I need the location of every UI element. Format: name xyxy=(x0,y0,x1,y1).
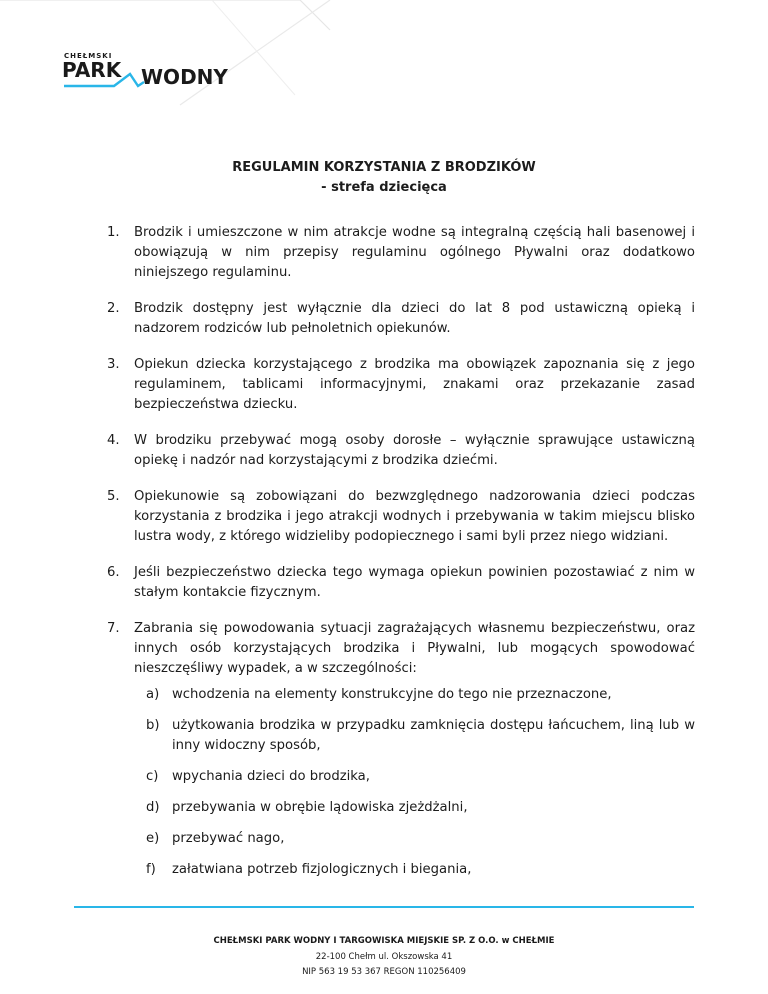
logo xyxy=(62,52,242,92)
logo-small-text: CHEŁMSKI xyxy=(64,52,113,60)
list-item: 6. Jeśli bezpieczeństwo dziecka tego wymaga opiekun powinien pozostawiać z nim w stałym kontakcie fizycznym. xyxy=(107,565,695,600)
sub-list-item: b) użytkowania brodzika w przypadku zamknięcia dostępu łańcuchem, liną lub w inny widoczny sposób, xyxy=(146,718,695,753)
list-item: 3. Opiekun dziecka korzystającego z brodzika ma obowiązek zapoznania się z jego regulaminem, tablicami informacyjnymi, znakami oraz przekazanie zasad bezpieczeństwa dziecku. xyxy=(107,357,695,412)
sub-list-item: a) wchodzenia na elementy konstrukcyjne do tego nie przeznaczone, xyxy=(146,687,612,702)
list-item: 2. Brodzik dostępny jest wyłącznie dla dzieci do lat 8 pod ustawiczną opieką i nadzorem rodziców lub pełnoletnich opiekunów. xyxy=(107,301,695,336)
footer-tax-ids: NIP 563 19 53 367 REGON 110256409 xyxy=(302,967,466,977)
list-item: 4. W brodziku przebywać mogą osoby dorosłe – wyłącznie sprawujące ustawiczną opiekę i nadzór nad korzystającymi z brodzika dziećmi. xyxy=(107,433,695,468)
sub-list-item: d) przebywania w obrębie lądowiska zjeżdżalni, xyxy=(146,800,468,815)
logo-wodny-text: WODNY xyxy=(141,65,228,89)
sub-list xyxy=(146,685,695,880)
sub-list-item: c) wpychania dzieci do brodzika, xyxy=(146,769,370,784)
document-title: REGULAMIN KORZYSTANIA Z BRODZIKÓW xyxy=(232,160,536,175)
sub-list-item: f) załatwiana potrzeb fizjologicznych i biegania, xyxy=(146,862,472,877)
list-item: 5. Opiekunowie są zobowiązani do bezwzględnego nadzorowania dzieci podczas korzystania z brodzika i jego atrakcji wodnych i przebywania w takim miejscu blisko lustra wody, z którego widzieliby podopiecznego i sami byli przez niego widziani. xyxy=(107,489,695,544)
footer-company-name: CHEŁMSKI PARK WODNY I TARGOWISKA MIEJSKIE SP. Z O.O. w CHEŁMIE xyxy=(213,936,555,946)
sub-list-item: e) przebywać nago, xyxy=(146,831,285,846)
footer-address: 22-100 Chełm ul. Okszowska 41 xyxy=(315,952,453,962)
footer-divider xyxy=(74,906,694,908)
rules-list xyxy=(107,223,695,896)
list-item: 1. Brodzik i umieszczone w nim atrakcje wodne są integralną częścią hali basenowej i obowiązują w nim przepisy regulaminu ogólnego Pływalni oraz dodatkowo niniejszego regulaminu. xyxy=(107,225,695,280)
list-item: 7. Zabrania się powodowania sytuacji zagrażających własnemu bezpieczeństwu, oraz innych osób korzystających brodzika i Pływalni, lub mogących spowodować nieszczęśliwy wypadek, a w szczególności: a) wchodzenia na elementy konstrukcyjne do tego nie przeznaczone, b) użytkowania brodzika w przypadku zamknięcia dostępu łańcuchem, liną lub w inny widoczny sposób, c) wpychania dzieci do brodzika, d) przebywania w obrębie lądowiska zjeżdżalni, e) przebywać nago, f) załatwiana potrzeb fizjologicznych i biegania, xyxy=(107,619,695,880)
logo-park-text: PARK xyxy=(62,58,122,82)
document-subtitle: - strefa dziecięca xyxy=(321,180,447,195)
